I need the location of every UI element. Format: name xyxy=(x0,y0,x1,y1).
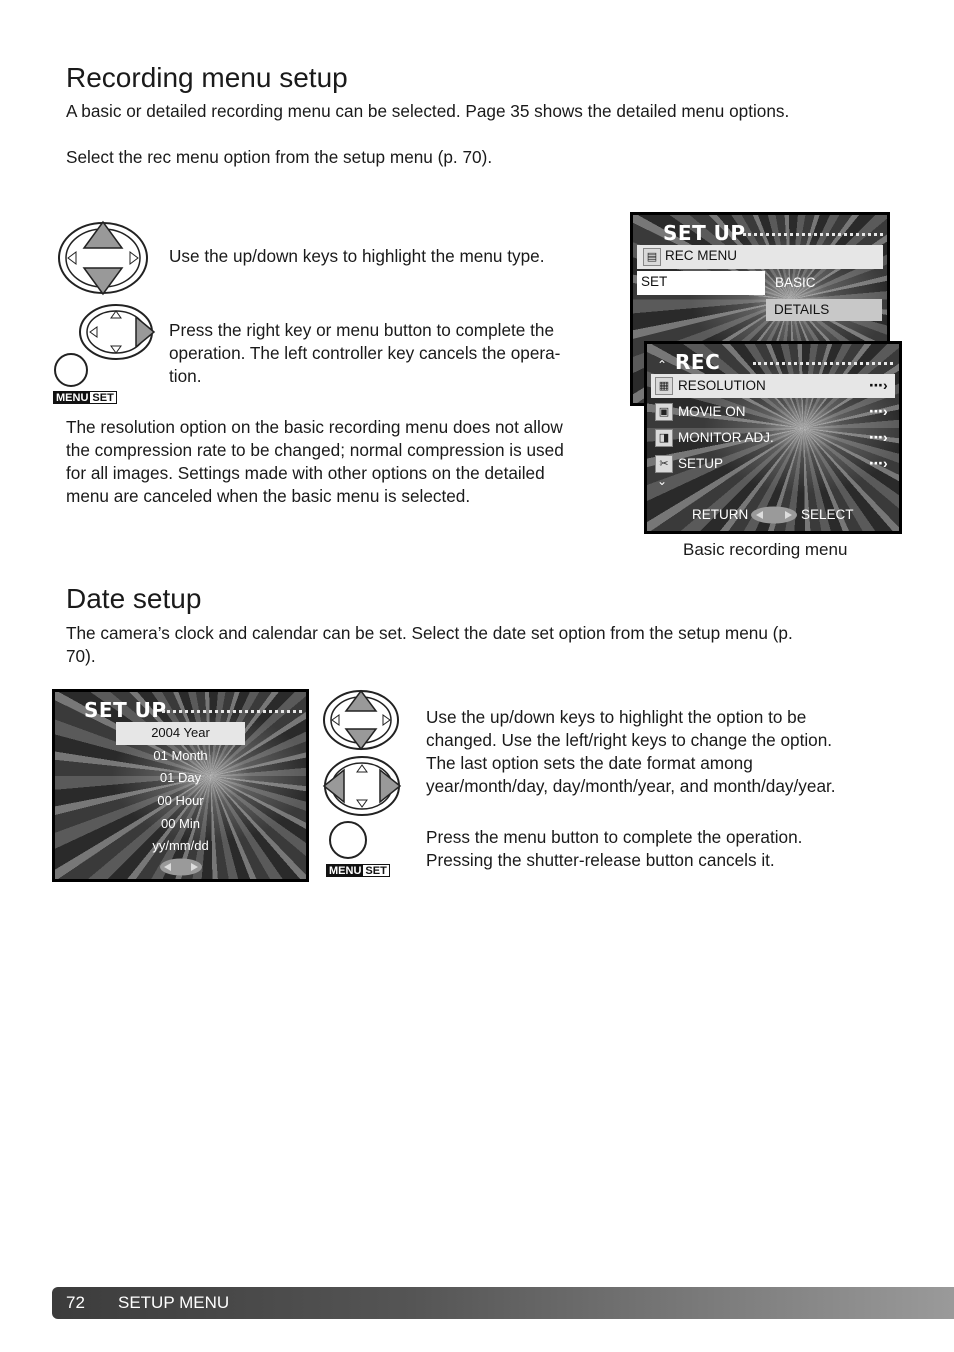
select-label: SELECT xyxy=(801,507,854,522)
setup-tools-icon: ✂ xyxy=(655,455,673,473)
date-item-day[interactable]: 01 Day xyxy=(159,770,202,785)
return-label: RETURN xyxy=(692,507,749,522)
scroll-down-icon: ⌄ xyxy=(657,474,668,488)
rec-item-label[interactable]: MOVIE ON xyxy=(678,404,746,419)
date-item-format[interactable]: yy/mm/dd xyxy=(152,838,209,853)
figure-caption: Basic recording menu xyxy=(683,540,848,559)
movie-icon: ▣ xyxy=(655,403,673,421)
left-right-pad-icon xyxy=(159,858,203,876)
controller-updown-icon xyxy=(56,220,150,296)
section-name: SETUP MENU xyxy=(118,1293,230,1312)
menu-label: MENU xyxy=(329,865,362,877)
title-dots xyxy=(162,710,302,713)
section-title-date: Date setup xyxy=(66,583,202,614)
date-intro-line1: The camera’s clock and calendar can be set. Select the date set option from the setup menu (p. xyxy=(66,623,793,643)
recording-note-line2: the compression rate to be changed; normal compression is used xyxy=(66,440,564,460)
option-details[interactable] xyxy=(766,299,882,321)
rec-item-label[interactable]: MONITOR ADJ. xyxy=(678,430,774,445)
rec-menu-icon: ▤ xyxy=(643,248,661,266)
date-intro-line2: 70). xyxy=(66,646,96,666)
date-step1-line4: year/month/day, day/month/year, and month/day/year. xyxy=(426,776,836,796)
set-label: SET xyxy=(92,392,114,404)
date-screen-title: SET UP xyxy=(84,698,167,722)
date-item-month[interactable]: 01 Month xyxy=(153,748,208,763)
menu-button-icon xyxy=(329,821,367,859)
menu-label: MENU xyxy=(56,392,89,404)
set-field[interactable] xyxy=(637,271,765,295)
arrow-right-icon: ⋯› xyxy=(869,429,888,445)
recording-step2-line3: tion. xyxy=(169,366,202,386)
menu-set-label xyxy=(53,391,117,404)
recording-select-instruction: Select the rec menu option from the setup menu (p. 70). xyxy=(66,147,493,167)
recording-note-line3: for all images. Settings made with other options on the detailed xyxy=(66,463,545,483)
option-details-label: DETAILS xyxy=(774,302,830,317)
rec-menu-screen xyxy=(644,341,902,534)
recording-note-line4: menu are canceled when the basic menu is selected. xyxy=(66,486,471,506)
rec-item-label[interactable]: SETUP xyxy=(678,456,724,471)
title-dots xyxy=(753,362,893,365)
recording-step2-line2: operation. The left controller key cancels the opera- xyxy=(169,343,561,363)
arrow-right-icon: ⋯› xyxy=(869,455,888,471)
rec-menu-row[interactable] xyxy=(637,245,883,269)
arrow-right-icon: ⋯› xyxy=(869,377,888,393)
controller-leftright-icon xyxy=(322,755,402,817)
rec-item-label: RESOLUTION xyxy=(678,378,766,393)
date-item-hour[interactable]: 00 Hour xyxy=(157,793,204,808)
page-number: 72 xyxy=(66,1293,85,1312)
resolution-icon: ▦ xyxy=(655,377,673,395)
left-right-pad-icon xyxy=(750,506,798,524)
monitor-icon: ◨ xyxy=(655,429,673,447)
setup-screen-title: SET UP xyxy=(663,221,746,245)
controller-right-icon xyxy=(78,303,156,361)
footer-bar xyxy=(52,1287,954,1319)
date-item-min[interactable]: 00 Min xyxy=(160,816,201,831)
arrow-right-icon: ⋯› xyxy=(869,403,888,419)
date-step1-line1: Use the up/down keys to highlight the option to be xyxy=(426,707,807,727)
date-step2-line1: Press the menu button to complete the operation. xyxy=(426,827,803,847)
date-step1-line2: changed. Use the left/right keys to change the option. xyxy=(426,730,833,750)
recording-step2-line1: Press the right key or menu button to complete the xyxy=(169,320,555,340)
date-step1-line3: The last option sets the date format among xyxy=(426,753,753,773)
recording-note-line1: The resolution option on the basic recording menu does not allow xyxy=(66,417,563,437)
date-item-year[interactable] xyxy=(116,722,245,745)
date-item-label: 2004 Year xyxy=(151,725,210,740)
controller-updown-icon xyxy=(322,689,400,751)
recording-step1: Use the up/down keys to highlight the menu type. xyxy=(169,246,545,266)
scroll-up-icon: ⌃ xyxy=(657,358,668,372)
rec-menu-label: REC MENU xyxy=(665,248,738,263)
recording-intro: A basic or detailed recording menu can be selected. Page 35 shows the detailed menu options. xyxy=(66,101,790,121)
section-title-recording: Recording menu setup xyxy=(66,62,348,93)
menu-set-label xyxy=(326,864,390,877)
menu-button-icon xyxy=(54,353,88,387)
date-step2-line2: Pressing the shutter-release button cancels it. xyxy=(426,850,775,870)
option-basic[interactable]: BASIC xyxy=(775,275,816,290)
set-field-label: SET xyxy=(641,274,668,289)
set-label: SET xyxy=(365,865,387,877)
title-dots xyxy=(743,233,883,236)
rec-screen-title: REC xyxy=(675,350,721,374)
date-setup-screen xyxy=(52,689,309,882)
